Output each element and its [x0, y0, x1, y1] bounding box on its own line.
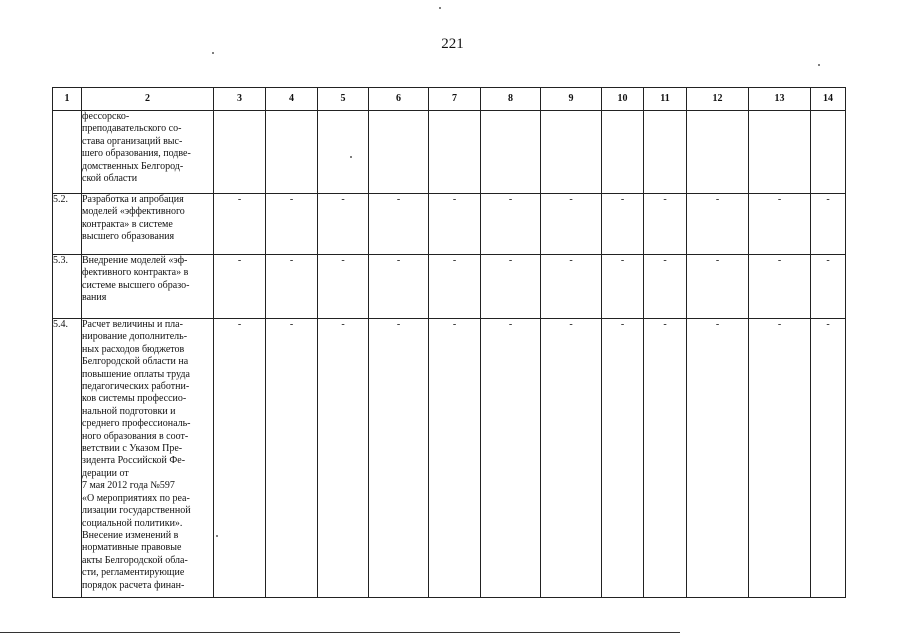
header-row — [53, 88, 846, 111]
value-cell: - — [369, 194, 429, 255]
col-header: 13 — [749, 88, 811, 111]
row-description: Расчет величины и пла- нирование дополнитель- ных расходов бюджетов Белгородской области на повышение оплаты труда педагогических работни- ков системы профессио- нальной подготовки и среднего профессиональ- ного образования в соот- ветствии с Указом Пре- зидента Российской Фе- дерации от 7 мая 2012 года №597 «О мероприятиях по реа- лизации государственной социальной политики». Внесение изменений в нормативные правовые акты Белгородской обла- сти, регламентирующие порядок расчета финан- — [82, 319, 214, 598]
value-cell: - — [749, 194, 811, 255]
col-header: 7 — [429, 88, 481, 111]
value-cell: - — [602, 194, 644, 255]
value-cell: - — [266, 194, 318, 255]
value-cell: - — [429, 194, 481, 255]
col-header: 6 — [369, 88, 429, 111]
value-cell: - — [429, 319, 481, 598]
value-cell: - — [266, 319, 318, 598]
value-cell: - — [687, 319, 749, 598]
value-cell: - — [811, 319, 846, 598]
scan-speck — [216, 535, 218, 537]
col-header: 9 — [541, 88, 602, 111]
col-header: 12 — [687, 88, 749, 111]
value-cell — [687, 111, 749, 194]
value-cell — [369, 111, 429, 194]
scan-speck — [439, 7, 441, 9]
value-cell: - — [602, 255, 644, 319]
value-cell: - — [214, 319, 266, 598]
value-cell: - — [749, 319, 811, 598]
col-header: 3 — [214, 88, 266, 111]
value-cell: - — [214, 194, 266, 255]
value-cell: - — [687, 255, 749, 319]
row-number: 5.3. — [53, 255, 82, 319]
value-cell — [644, 111, 687, 194]
value-cell: - — [318, 319, 369, 598]
value-cell: - — [214, 255, 266, 319]
value-cell: - — [541, 194, 602, 255]
table-row — [53, 255, 846, 319]
col-header: 4 — [266, 88, 318, 111]
col-header: 8 — [481, 88, 541, 111]
value-cell — [266, 111, 318, 194]
page-number: 221 — [441, 36, 464, 52]
col-header: 11 — [644, 88, 687, 111]
row-number: 5.4. — [53, 319, 82, 598]
row-description: фессорско- преподавательского со- става организаций выс- шего образования, подве- домственных Белгород- ской области — [82, 111, 214, 194]
value-cell: - — [481, 255, 541, 319]
value-cell: - — [811, 194, 846, 255]
value-cell: - — [318, 255, 369, 319]
scan-speck — [350, 156, 352, 158]
value-cell: - — [369, 255, 429, 319]
value-cell: - — [644, 194, 687, 255]
value-cell — [749, 111, 811, 194]
value-cell: - — [369, 319, 429, 598]
value-cell — [811, 111, 846, 194]
value-cell — [318, 111, 369, 194]
value-cell: - — [318, 194, 369, 255]
col-header: 5 — [318, 88, 369, 111]
value-cell — [602, 111, 644, 194]
value-cell — [481, 111, 541, 194]
value-cell: - — [687, 194, 749, 255]
row-number — [53, 111, 82, 194]
value-cell — [214, 111, 266, 194]
value-cell: - — [644, 319, 687, 598]
value-cell: - — [481, 194, 541, 255]
value-cell: - — [266, 255, 318, 319]
value-cell: - — [749, 255, 811, 319]
table-row — [53, 319, 846, 598]
row-description: Внедрение моделей «эф- фективного контракта» в системе высшего образо- вания — [82, 255, 214, 319]
value-cell: - — [602, 319, 644, 598]
value-cell: - — [481, 319, 541, 598]
scan-speck — [212, 52, 214, 54]
value-cell: - — [541, 255, 602, 319]
value-cell: - — [541, 319, 602, 598]
col-header: 2 — [82, 88, 214, 111]
scan-speck — [818, 64, 820, 66]
table-row — [53, 194, 846, 255]
row-number: 5.2. — [53, 194, 82, 255]
table-row — [53, 111, 846, 194]
plan-table — [52, 87, 846, 598]
value-cell — [429, 111, 481, 194]
value-cell: - — [811, 255, 846, 319]
value-cell — [541, 111, 602, 194]
col-header: 14 — [811, 88, 846, 111]
value-cell: - — [644, 255, 687, 319]
row-description: Разработка и апробация моделей «эффективного контракта» в системе высшего образования — [82, 194, 214, 255]
page-bottom-rule — [0, 632, 680, 633]
value-cell: - — [429, 255, 481, 319]
col-header: 10 — [602, 88, 644, 111]
col-header: 1 — [53, 88, 82, 111]
